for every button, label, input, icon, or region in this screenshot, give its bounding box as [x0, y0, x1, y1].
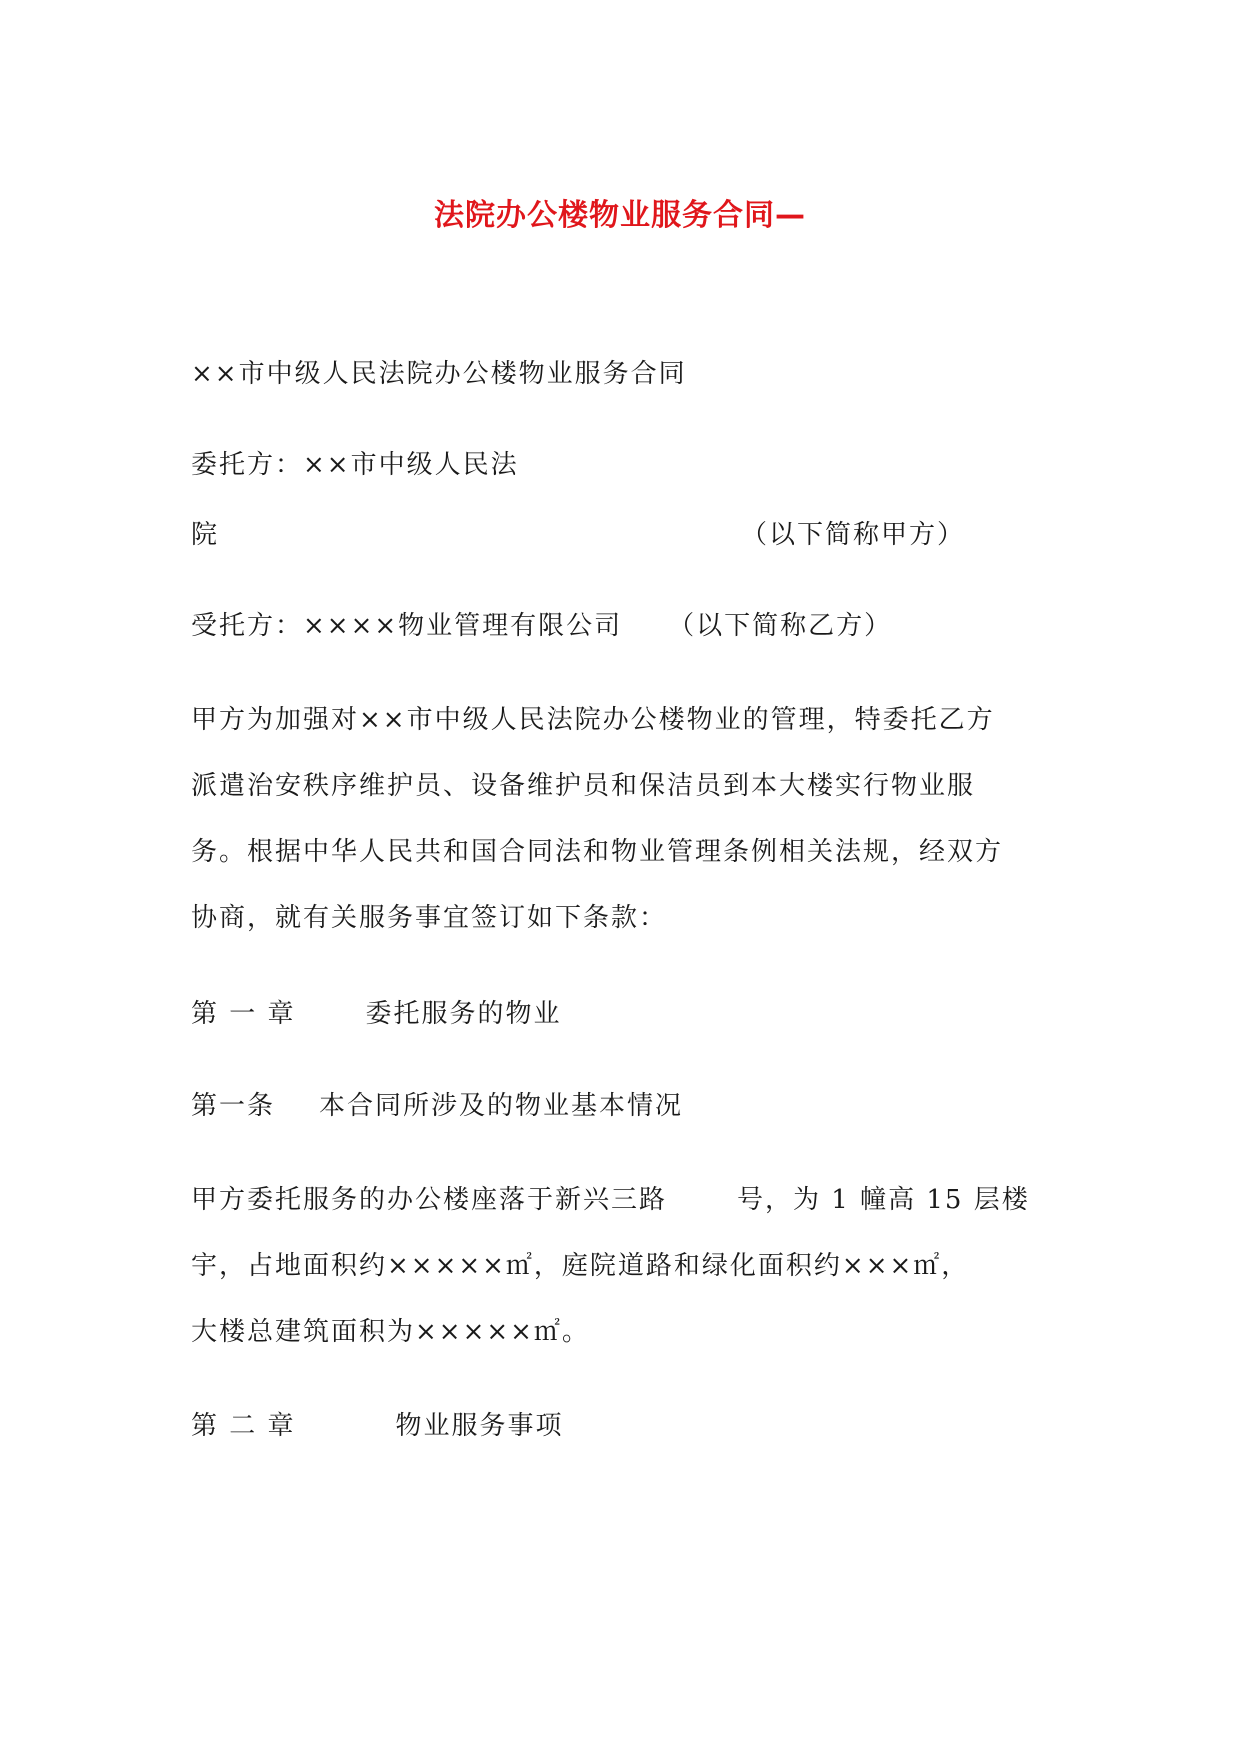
article-1-body-line-1b: 号，为 1 幢高 15 层楼: [737, 1185, 1030, 1215]
party-a-line1: 委托方：××市中级人民法: [191, 450, 519, 480]
document-title: 法院办公楼物业服务合同—: [434, 198, 806, 233]
article-1-body-line-3: 大楼总建筑面积为×××××㎡。: [191, 1317, 590, 1347]
chapter-1-number: 第 一 章: [191, 999, 296, 1029]
party-b-line: [191, 609, 892, 643]
article-1-body-line-2: 宇，占地面积约×××××㎡，庭院道路和绿化面积约×××㎡，: [191, 1251, 970, 1281]
chapter-2-title: 物业服务事项: [395, 1411, 564, 1441]
intro-line-3: 务。根据中华人民共和国合同法和物业管理条例相关法规，经双方: [191, 837, 1004, 867]
article-1-number: 第一条: [191, 1091, 276, 1121]
party-a-line2: [191, 518, 219, 552]
party-b-text: 受托方：××××物业管理有限公司: [191, 611, 623, 641]
party-b-abbr: （以下简称乙方）: [668, 611, 893, 641]
party-a-line2-text: 院: [191, 520, 220, 550]
chapter-1-title: 委托服务的物业: [365, 999, 562, 1029]
intro-line-4: 协商，就有关服务事宜签订如下条款：: [191, 903, 668, 933]
article-1-body-line-1a: 甲方委托服务的办公楼座落于新兴三路: [191, 1185, 668, 1215]
article-1-body-line-1: [191, 1183, 1030, 1217]
intro-line-2: 派遣治安秩序维护员、设备维护员和保洁员到本大楼实行物业服: [191, 771, 976, 801]
contract-heading: ××市中级人民法院办公楼物业服务合同: [191, 359, 687, 389]
chapter-2-number: 第 二 章: [191, 1411, 296, 1441]
article-1-heading: [191, 1089, 683, 1123]
chapter-1-heading: [191, 997, 562, 1031]
article-1-title: 本合同所涉及的物业基本情况: [319, 1091, 684, 1121]
intro-line-1: 甲方为加强对××市中级人民法院办公楼物业的管理，特委托乙方: [191, 705, 995, 735]
chapter-2-heading: [191, 1409, 564, 1443]
party-a-abbr: （以下简称甲方）: [741, 520, 966, 550]
